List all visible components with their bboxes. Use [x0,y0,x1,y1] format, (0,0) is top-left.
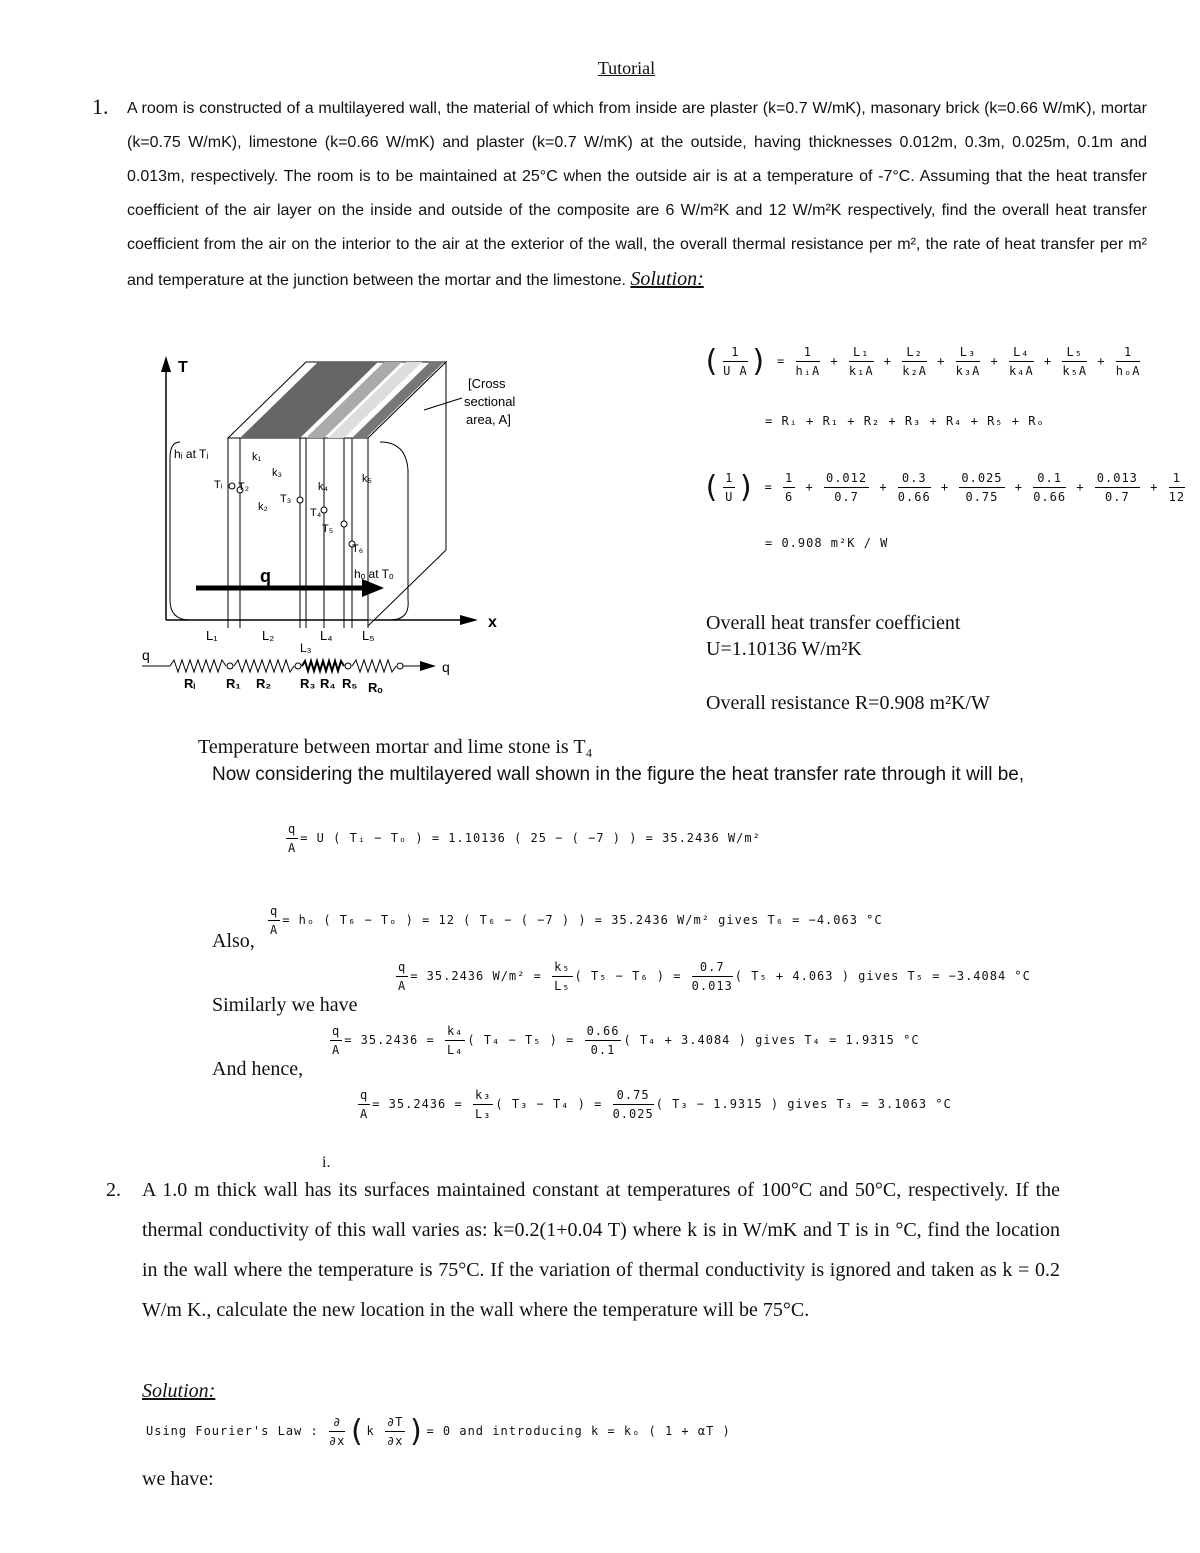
plus-sign: + [1089,354,1114,368]
plus-sign: + [1141,480,1167,494]
plus-sign: + [822,354,847,368]
plus-sign: + [932,480,958,494]
fourier-equation: Using Fourier's Law : $\frac{\partial}{\partial x}$ (k $\frac{\partial T}{\partial x}$ )= 0 and introducing k = kₒ ( 1 + αT ) [146,1414,731,1449]
plus-sign: + [928,354,954,368]
t4-statement: Temperature between mortar and lime stone is T₄ [198,736,593,758]
page-title: Tutorial [597,58,656,78]
fraction-term: $\frac{1}{12}$ [1168,471,1186,504]
fraction-term: $\frac{0.012}{0.7}$ [825,471,868,504]
plus-sign: + [875,354,901,368]
equation-1-line-2: = Rᵢ + R₁ + R₂ + R₃ + R₄ + R₅ + Rₒ [765,414,1045,428]
eq2-lhs: $\frac{1}{U}$ [725,471,734,504]
fraction-term: $\frac{\text{L₂}}{\text{k₂A}}$ [902,345,927,378]
r2-label: R₂ [256,676,272,691]
l5-label: L₅ [362,628,375,643]
fraction-term: $\frac{0.3}{0.66}$ [897,471,931,504]
stray-mark: i. [322,1154,331,1171]
wall-figure [140,350,680,700]
eq-t3: $\frac{q}{A}$ = 35.2436 = $\frac{\text{k₃}}{\text{L₃}}$ ( T₃ − T₄ ) = $\frac{0.75}{0.025}$ ( T₃ − 1.9315 ) gives T₃ = 3.1063 °C [360,1088,952,1121]
question-1-body: A room is constructed of a multilayered wall, the material of which from inside are plaster (k=0.7 W/mK), masonary brick (k=0.66 W/mK), mortar (k=0.75 W/mK), limestone (k=0.66 W/mK) and plaster (k=0.7 W/mK) at the outside, having thicknesses 0.012m, 0.3m, 0.025m, 0.1m and 0.013m, respectively. The room is to be maintained at 25°C when the outside air is at a temperature of -7°C. Assuming that the heat transfer coefficient of the air layer on the inside and outside of the composite are 6 W/m²K and 12 W/m²K respectively, find the overall heat transfer coefficient from the air on the interior to the air at the exterior of the wall, the overall thermal resistance per m², the rate of heat transfer per m² and temperature at the junction between the mortar and the limestone. [127,100,1147,289]
area-label-1: [Cross [468,376,506,391]
l3-label: L₃ [300,641,312,655]
equation-1: ( $\frac{1}{\text{U A}}$ ) = $\frac{1}{\text{hᵢA}}$ + $\frac{\text{L₁}}{\text{k₁A}}$ + $\frac{\text{L₂}}{\text{k₂A}}$ + $\frac{\text{L₃}}{\text{k₃A}}$ + $\frac{\text{L₄}}{\text{k₄A}}$ + $\frac{\text{L₅}}{\text{k₅A}}$ + $\frac{1}{\text{hₒA}}$ [702,344,1141,379]
r3-label: R₃ [300,676,316,691]
eq-t5: $\frac{q}{A}$ = 35.2436 W/m² = $\frac{\text{k₅}}{\text{L₅}}$ ( T₅ − T₆ ) = $\frac{0.7}{0.013}$ ( T₅ + 4.063 ) gives T₅ = −3.4084 °C [398,960,1031,993]
k2-label: k₂ [258,501,268,513]
equation-2: ( $\frac{1}{U}$ ) = $\frac{1}{6}$ + $\frac{0.012}{0.7}$ + $\frac{0.3}{0.66}$ + $\frac{0.025}{0.75}$ + $\frac{0.1}{0.66}$ + $\frac{0.013}{0.7}$ + $\frac{1}{12}$ [702,470,1186,505]
t2-label: T₂ [238,481,249,493]
t5-label: T₅ [322,523,334,535]
ti-label: Tᵢ [214,479,223,491]
k1-label: k₁ [252,451,262,463]
fraction-term: $\frac{0.013}{0.7}$ [1096,471,1138,504]
r1-label: R₁ [226,676,241,691]
u-value: U=1.10136 W/m²K [706,638,862,660]
t3-label: T₃ [280,493,292,505]
plus-sign: + [1035,354,1061,368]
l1-label: L₁ [206,628,218,643]
r4-label: R₄ [320,676,336,691]
l2-label: L₂ [262,628,275,643]
ro-label: Rₒ [368,680,383,695]
eq1-lhs: $\frac{1}{\text{U A}}$ [723,345,748,378]
fraction-term: $\frac{\text{L₁}}{\text{k₁A}}$ [848,345,874,378]
k5-label: k₅ [362,473,372,485]
question-number: 1. [92,94,109,119]
t6-label: T₆ [352,543,364,555]
eq-q: $\frac{q}{A}$ = U ( Tᵢ − Tₒ ) = 1.10136 ( 25 − ( −7 ) ) = 35.2436 W/m² [288,822,761,855]
solution-2-label: Solution: [142,1380,216,1402]
r-value: Overall resistance R=0.908 m²K/W [706,692,990,714]
fraction-term: $\frac{1}{\text{hᵢA}}$ [795,345,821,378]
fraction-term: $\frac{\text{L₃}}{\text{k₃A}}$ [955,345,981,378]
plus-sign: + [871,480,896,494]
t4-label: T₄ [310,507,322,519]
ri-label: Rᵢ [184,676,196,691]
ho-label: hₒ at Tₒ [354,567,394,581]
plus-sign: + [797,480,822,494]
similarly-label: Similarly we have [212,994,358,1016]
u-title: Overall heat transfer coefficient [706,612,961,634]
fraction-term: $\frac{\text{L₅}}{\text{k₅A}}$ [1062,345,1088,378]
area-label-2: sectional [464,394,516,409]
eq-t6: $\frac{q}{A}$ = hₒ ( T₆ − Tₒ ) = 12 ( T₆ − ( −7 ) ) = 35.2436 W/m² gives T₆ = −4.063 °C [270,904,883,937]
solution-label: Solution: [630,268,704,290]
k3-label: k₃ [272,467,282,479]
equation-2-line-2: = 0.908 m²K / W [765,536,889,550]
question-2-text: A 1.0 m thick wall has its surfaces maintained constant at temperatures of 100°C and 50°C, respectively. If the thermal conductivity of this wall varies as: k=0.2(1+0.04 T) where k is in W/mK and T is in °C, find the location in the wall where the temperature is 75°C. If the variation of thermal conductivity is ignored and taken as k = 0.2 W/m K., calculate the new location in the wall where the temperature will be 75°C. [142,1179,1060,1321]
q-arrow-label: q [260,566,271,586]
we-have: we have: [142,1468,214,1490]
r5-label: R₅ [342,676,358,691]
also-label: Also, [212,930,255,952]
eq-t4: $\frac{q}{A}$ = 35.2436 = $\frac{\text{k₄}}{\text{L₄}}$ ( T₄ − T₅ ) = $\frac{0.66}{0.1}$ ( T₄ + 3.4084 ) gives T₄ = 1.9315 °C [332,1024,920,1057]
l4-label: L₄ [320,628,333,643]
andhence-label: And hence, [212,1058,304,1080]
plus-sign: + [982,354,1007,368]
fraction-term: $\frac{0.1}{0.66}$ [1033,471,1067,504]
k4-label: k₄ [318,481,328,493]
x-axis-label: x [488,614,497,631]
fraction-term: $\frac{1}{\text{hₒA}}$ [1115,345,1141,378]
fraction-term: $\frac{\text{L₄}}{\text{k₄A}}$ [1009,345,1034,378]
question-1-text [127,92,1147,298]
q-in-label: q [142,647,150,663]
q-out-label: q [442,659,450,675]
question-2-number: 2. [106,1179,121,1201]
fraction-term: $\frac{1}{6}$ [785,471,794,504]
area-label-3: area, A] [466,412,511,427]
plus-sign: + [1068,480,1093,494]
consider-statement: Now considering the multilayered wall shown in the figure the heat transfer rate through it will be, [212,764,1025,785]
hi-label: hᵢ at Tᵢ [174,447,209,461]
t-axis-label: T [178,359,188,376]
plus-sign: + [1006,480,1032,494]
fraction-term: $\frac{0.025}{0.75}$ [961,471,1003,504]
